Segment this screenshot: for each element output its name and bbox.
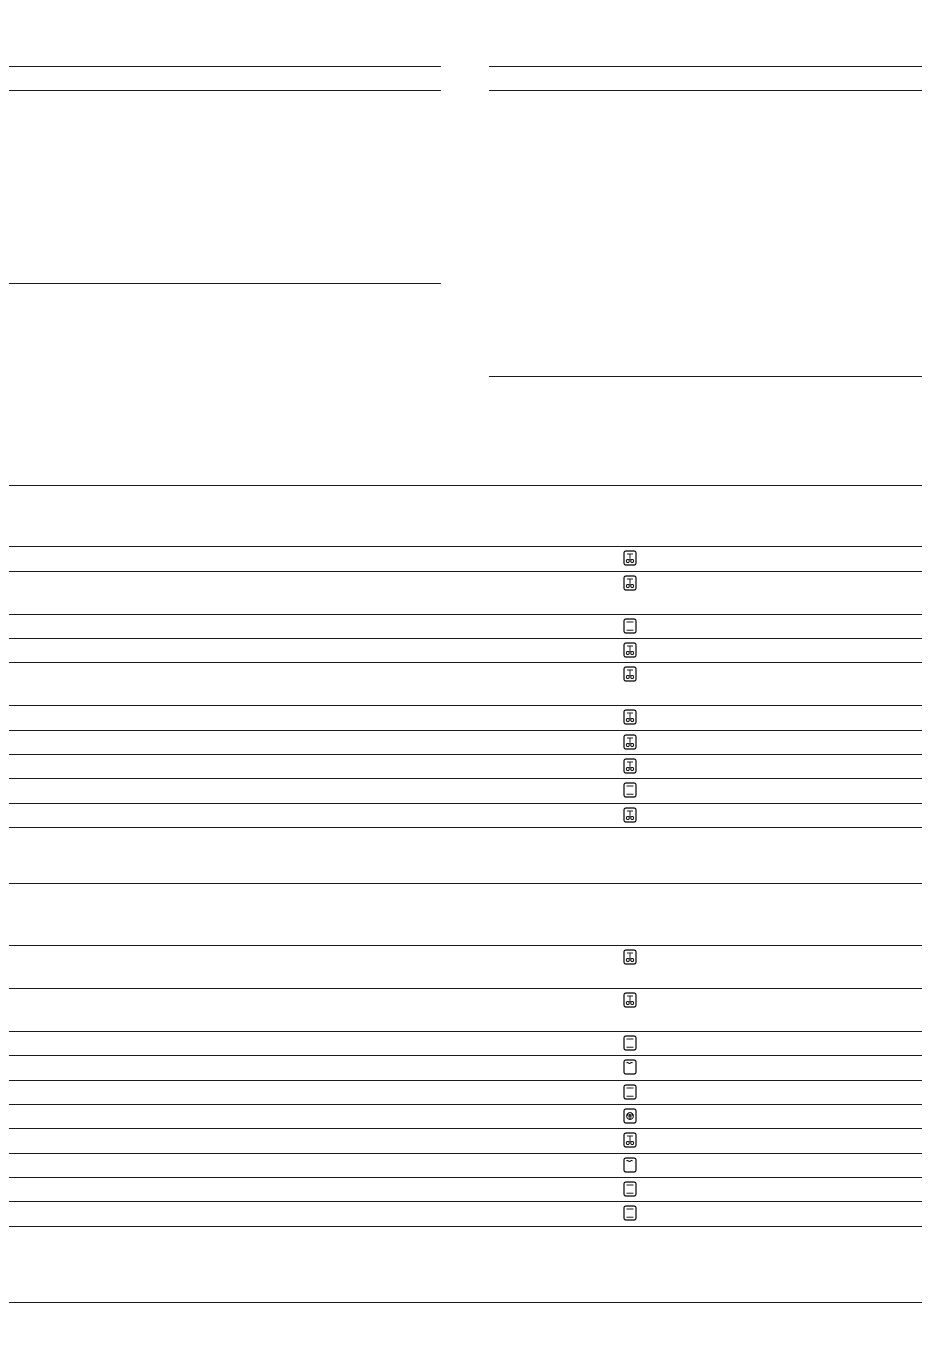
table-row [9,571,922,572]
fan-heating-icon [623,992,637,1008]
table-row [9,1177,922,1178]
top-right-section-rule [489,376,922,377]
fan-heating-icon [623,734,637,750]
table-row [9,1153,922,1154]
top-bottom-heating-icon [623,1181,637,1197]
fan-heating-icon [623,550,637,566]
table-row [9,638,922,639]
table-2-header-rule [9,945,922,946]
page-bottom-rule [9,1302,922,1303]
fan-heating-icon [623,642,637,658]
top-heating-icon [623,1059,637,1075]
table-row [9,1080,922,1081]
fan-heating-icon [623,1132,637,1148]
top-bottom-heating-icon [623,1084,637,1100]
table-row [9,754,922,755]
top-heating-icon [623,1157,637,1173]
top-left-header-rule [9,66,441,67]
fan-heating-icon [623,807,637,823]
table-row [9,1128,922,1129]
table-row [9,1104,922,1105]
fan-heating-icon [623,666,637,682]
table-1-top-rule [9,485,922,486]
table-row [9,803,922,804]
table-row [9,730,922,731]
top-bottom-heating-icon [623,618,637,634]
top-right-header-rule [489,66,922,67]
top-left-subheader-rule [9,90,441,91]
table-row [9,778,922,779]
table-1-header-rule [9,546,922,547]
top-bottom-heating-icon [623,782,637,798]
3d-hot-air-icon [623,1108,637,1124]
table-row [9,1055,922,1056]
table-row [9,705,922,706]
table-row [9,988,922,989]
top-bottom-heating-icon [623,1205,637,1221]
table-row [9,662,922,663]
table-row [9,1201,922,1202]
fan-heating-icon [623,949,637,965]
top-right-subheader-rule [489,90,922,91]
table-row [9,1031,922,1032]
fan-heating-icon [623,575,637,591]
table-2-top-rule [9,883,922,884]
table-row [9,614,922,615]
top-bottom-heating-icon [623,1035,637,1051]
top-left-section-rule [9,283,441,284]
fan-heating-icon [623,758,637,774]
table-1-bottom-rule [9,827,922,828]
fan-heating-icon [623,709,637,725]
table-2-bottom-rule [9,1226,922,1227]
